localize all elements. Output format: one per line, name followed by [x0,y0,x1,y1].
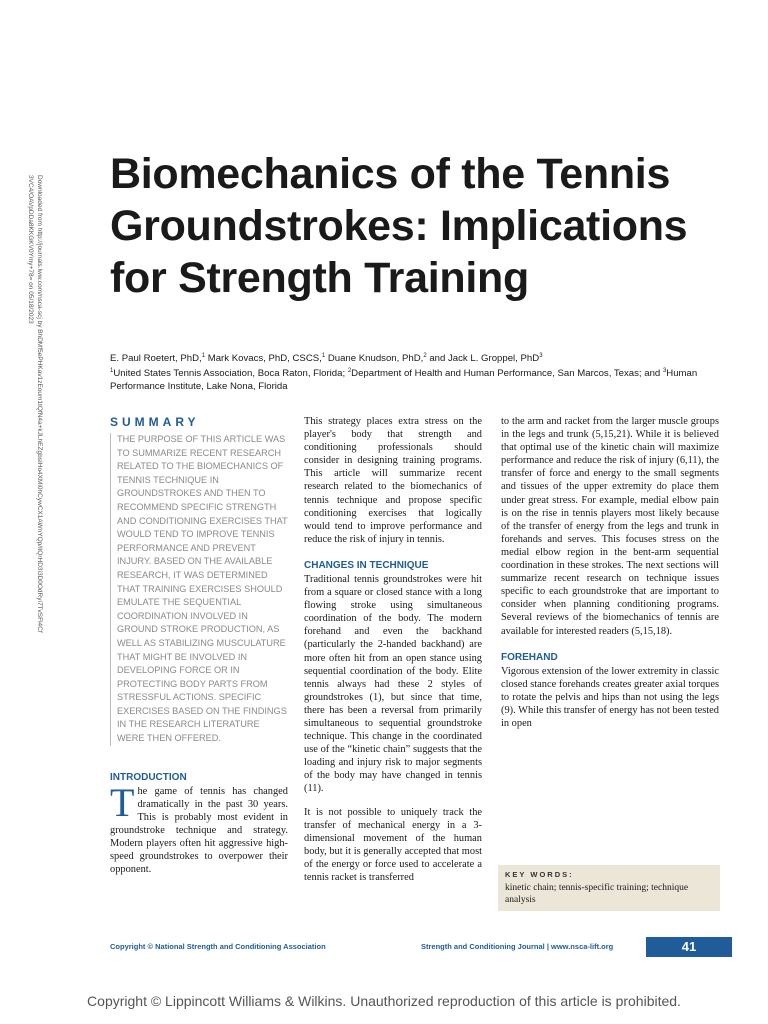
paragraph: It is not possible to uniquely track the transfer of mechanical energy in a 3-dimensional movement of the human body, but it is generally accepted that most of the energy or force used to accelerate a tennis racket is transferred [304,806,482,883]
introduction-text [110,779,288,877]
footer-copyright: Copyright © National Strength and Conditioning Association [110,942,326,951]
page-footer [110,937,732,957]
author-sup: 3 [539,353,543,359]
affiliation-sup: 3 [662,368,667,375]
author-sup: 2 [423,353,427,359]
column-right [501,415,719,730]
summary-text: THE PURPOSE OF THIS ARTICLE WAS TO SUMMARIZE RECENT RESEARCH RELATED TO THE BIOMECHANICS OF TENNIS TECHNIQUE IN GROUNDSTROKES AND THEN TO RECOMMEND SPECIFIC STRENGTH AND CONDITIONING EXERCISES THAT WOULD TEND TO IMPROVE TENNIS PERFORMANCE AND PREVENT INJURY. BASED ON THE AVAILABLE RESEARCH, IT WAS DETERMINED THAT TRAINING EXERCISES SHOULD EMULATE THE SEQUENTIAL COORDINATION INVOLVED IN GROUND STROKE PRODUCTION, AS WELL AS STABILIZING MUSCULATURE THAT MIGHT BE INVOLVED IN DEVELOPING FORCE OR IN PROTECTING BODY PARTS FROM STRESSFUL ACTIONS. SPECIFIC EXERCISES BASED ON THE FINDINGS IN THE RESEARCH LITERATURE WERE THEN OFFERED. [110,433,288,746]
summary-heading: SUMMARY [110,415,200,429]
introduction-body: he game of tennis has changed dramatically in the past 30 years. This is probably most evident in groundstroke technique and strategy. Modern players often hit aggressive high-speed groundstrokes to overpower their opponent. [110,785,288,876]
keywords-text: kinetic chain; tennis-specific training; technique analysis [505,883,689,905]
affiliations [110,365,730,393]
dropcap: T [110,779,135,825]
introduction-heading: INTRODUCTION [110,771,187,783]
forehand-heading: FOREHAND [501,651,558,663]
author-sup: 1 [321,353,326,359]
affiliation-sup: 1 [110,368,114,375]
affiliation: Department of Health and Human Performance, San Marcos, Texas; and [351,368,663,380]
author-name: Duane Knudson, PhD, [325,353,424,365]
author-name: and Jack L. Groppel, PhD [426,353,540,365]
paragraph: to the arm and racket from the larger muscle groups in the legs and trunk (5,15,21). While it is believed that optimal use of the kinetic chain will maximize performance and reduce the risk of injury (6,11), the transfer of force and energy to the small segments and tissues of the upper extremity do place them under great stress. For example, medial elbow pain is on the rise in tennis players most likely because of the transfer of energy from the legs and trunk in forehands and serves. This focuses stress on the medial elbow region in the bent-arm sequential coordination in these strokes. The next sections will summarize recent research on technique issues specific to each groundstroke that are important to consider when planning conditioning programs. Several reviews of the biomechanics of tennis are available for interested readers (5,15,18). [501,416,719,637]
keywords-box [498,865,720,911]
author-name: E. Paul Roetert, PhD, [110,353,202,365]
copyright-notice: Copyright © Lippincott Williams & Wilkins. Unauthorized reproduction of this article is prohibited. [87,993,681,1009]
paragraph: This strategy places extra stress on the player's body that strength and conditioning professionals should consider in designing training programs. This article will summarize recent research related to the biomechanics of tennis technique and propose specific conditioning exercises that logically would tend to improve performance and reduce the risk of injury in tennis. [304,416,482,545]
paragraph: Vigorous extension of the lower extremity in classic closed stance forehands creates greater axial torques to rotate the pelvis and hips than not using the legs (9). While this transfer of energy has not been tested in open [501,665,719,729]
column-middle [304,415,482,884]
author-name: Mark Kovacs, PhD, CSCS, [205,353,322,365]
changes-heading: CHANGES IN TECHNIQUE [304,559,429,571]
affiliation-sup: 2 [347,368,352,375]
paragraph: Traditional tennis groundstrokes were hit from a square or closed stance with a long flowing stroke using simultaneous coordination of the body. The modern forehand and even the backhand (particularly the 2-handed backhand) are more often hit from an open stance using sequential coordination of the body. Elite tennis always had these 2 styles of groundstrokes (1), but since that time, there has been a reversal from primarily simultaneous to sequential groundstroke technique. This change in the coordinated use of the “kinetic chain” suggests that the loading and injury risk to major segments of the body may have changed in tennis (11). [304,573,482,795]
authors-block [110,350,730,393]
keywords-label: KEY WORDS: [505,870,574,879]
affiliation: Human Performance Institute, Lake Nona, Florida [110,368,698,393]
page-number: 41 [646,937,732,957]
author-sup: 1 [201,353,206,359]
author-list [110,350,730,365]
affiliation: United States Tennis Association, Boca Raton, Florida; [113,368,348,380]
footer-journal: Strength and Conditioning Journal | www.nsca-lift.org [421,942,614,951]
download-note: Downloaded from http://journals.lww.com/nsca-scj by BhDMf5ePHKav1zEoum1tQfN4a+kJLhEZgbsIHo4XMi0hCywCX1AWnYQp/IlQrHD3i3D0OdRyi7TvSFl4Cf3VC4/OAVpDDa8KKGKV0Ymy+78= on 05/18/2023 [27,175,43,633]
article-title: Biomechanics of the Tennis Groundstrokes: Implications for Strength Training [110,150,688,302]
column-left [110,415,288,876]
